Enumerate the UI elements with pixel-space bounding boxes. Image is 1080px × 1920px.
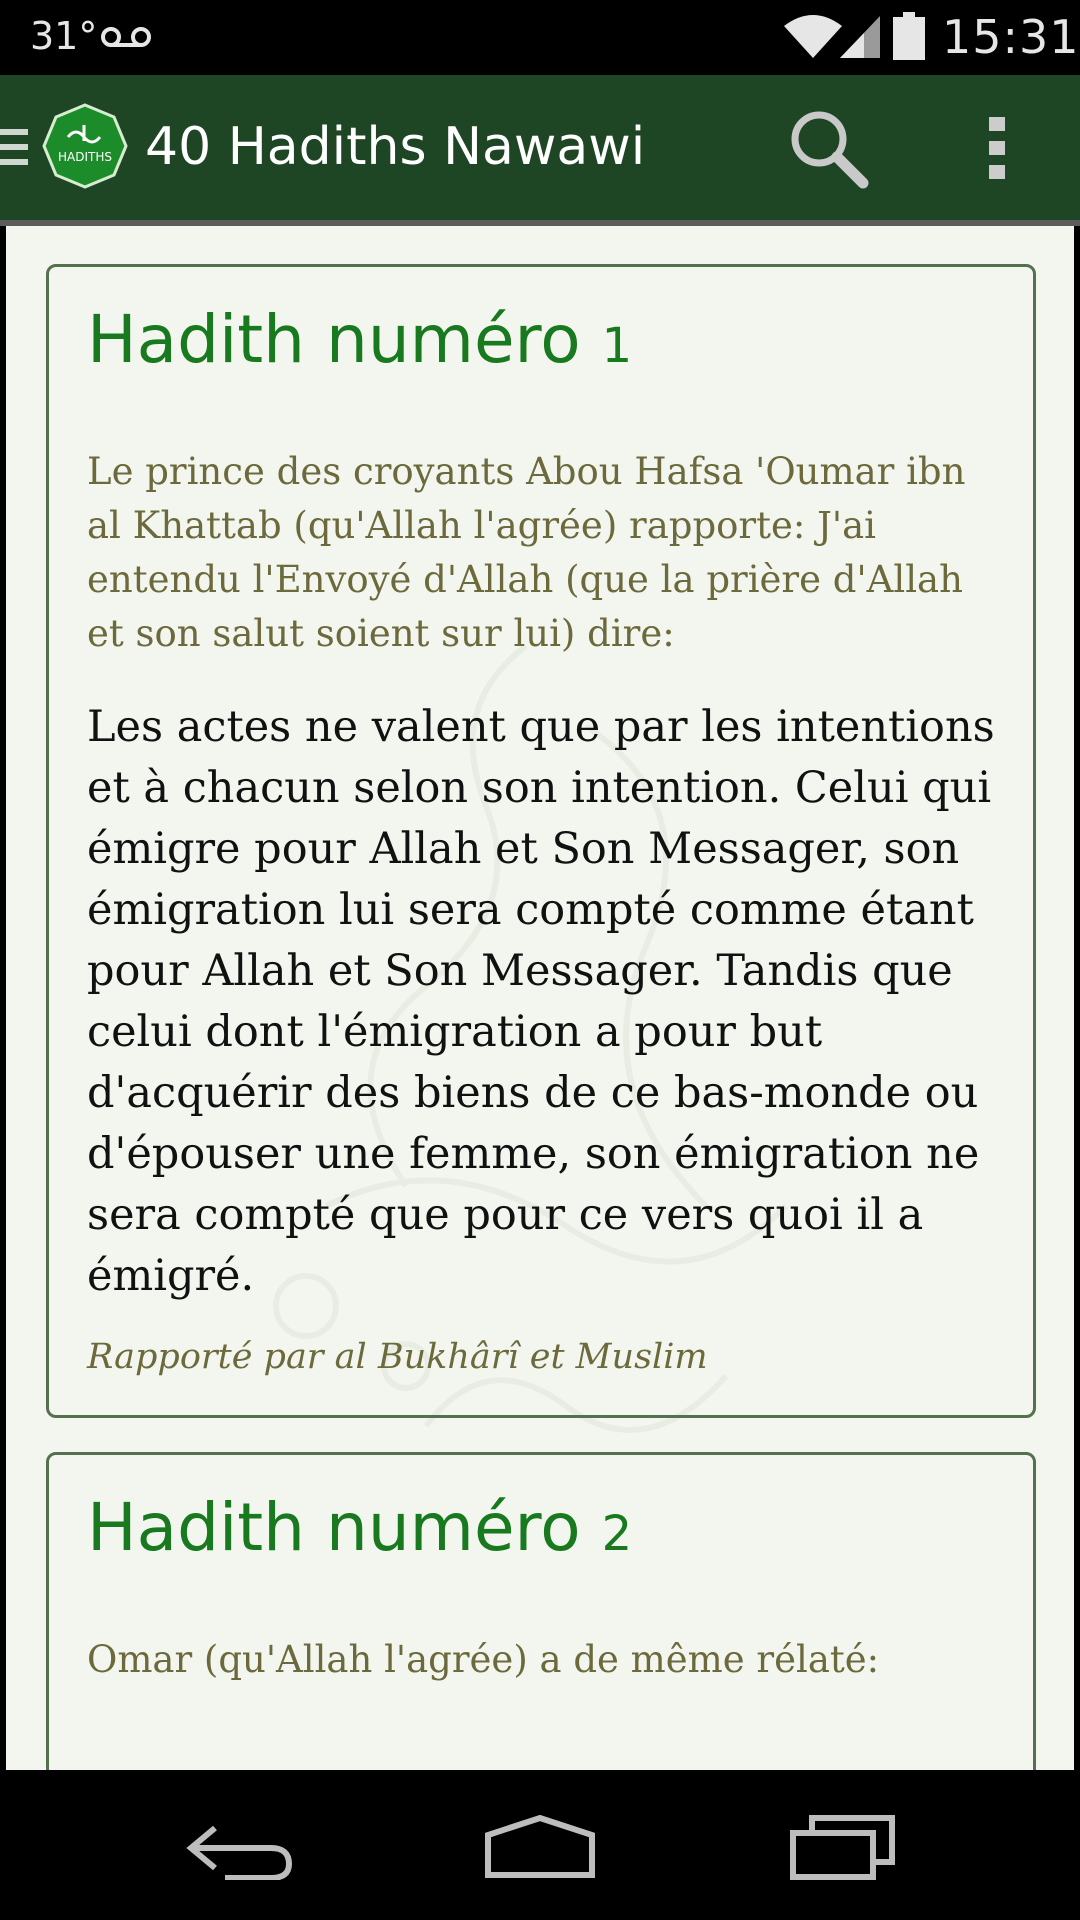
status-time: 15:31	[942, 10, 1080, 64]
overflow-menu-icon[interactable]	[985, 115, 1009, 181]
search-icon[interactable]	[785, 105, 871, 191]
app-bar	[0, 75, 1080, 220]
battery-icon	[893, 12, 925, 60]
hadith-title-label: Hadith numéro	[87, 301, 602, 378]
hadith-intro: Le prince des croyants Abou Hafsa 'Oumar ibn al Khattab (qu'Allah l'agrée) rapporte: J'ai entendu l'Envoyé d'Allah (que la prière d'Allah et son salut soient sur lui) dire:	[87, 450, 966, 655]
hadith-card[interactable]	[46, 264, 1036, 1418]
signal-icon	[838, 14, 882, 60]
hadith-title	[87, 301, 632, 378]
app-logo-text: HADITHS	[58, 150, 112, 164]
status-bar	[0, 0, 1080, 75]
hadith-title	[87, 1489, 632, 1566]
app-logo-icon[interactable]	[42, 103, 128, 189]
menu-icon[interactable]	[0, 123, 30, 171]
hadith-list[interactable]	[6, 226, 1074, 1770]
navigation-bar	[0, 1770, 1080, 1920]
wifi-icon	[782, 14, 844, 60]
weather-temperature: 31°	[30, 14, 98, 58]
hadith-title-label: Hadith numéro	[87, 1489, 602, 1566]
app-title: 40 Hadiths Nawawi	[145, 117, 646, 177]
hadith-card[interactable]	[46, 1452, 1036, 1770]
hadith-number: 1	[601, 318, 633, 374]
home-icon[interactable]	[484, 1815, 596, 1879]
recents-icon[interactable]	[790, 1815, 896, 1881]
hadith-intro: Omar (qu'Allah l'agrée) a de même rélaté:	[87, 1638, 880, 1681]
back-icon[interactable]	[185, 1820, 295, 1880]
hadith-text: Les actes ne valent que par les intentions et à chacun selon son intention. Celui qui émigre pour Allah et Son Messager, son émigration lui sera compté comme étant pour Allah et Son Messager. Tandis que celui dont l'émigration a pour but d'acquérir des biens de ce bas-monde ou d'épouser une femme, son émigration ne sera compté que pour ce vers quoi il a émigré.	[87, 702, 995, 1301]
voicemail-icon	[100, 22, 152, 52]
hadith-narrator: Rapporté par al Bukhârî et Muslim	[87, 1337, 708, 1377]
hadith-number: 2	[601, 1506, 633, 1562]
